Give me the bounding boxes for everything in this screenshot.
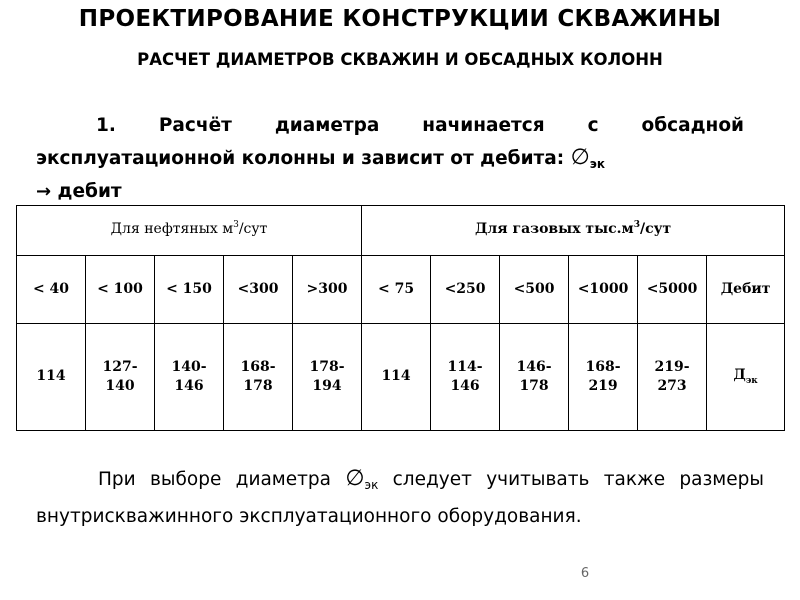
diameter-cell: 168-219 [569, 323, 638, 430]
page-title: ПРОЕКТИРОВАНИЕ КОНСТРУКЦИИ СКВАЖИНЫ [78, 6, 722, 32]
oil-header-cell [17, 206, 362, 256]
diameter-table [16, 205, 785, 431]
oil-header-sup: 3 [233, 220, 239, 231]
range-cell: >300 [293, 256, 362, 323]
note-paragraph [36, 461, 764, 535]
gas-header-text: Для газовых тыс.м [474, 221, 634, 238]
diameter-cell: 146-178 [500, 323, 569, 430]
intro-paragraph [36, 110, 744, 208]
range-cell: < 75 [362, 256, 431, 323]
range-cell: <250 [431, 256, 500, 323]
range-cell: <300 [224, 256, 293, 323]
page-number: 6 [580, 566, 590, 581]
diameter-cell: 127-140 [86, 323, 155, 430]
diameter-cell: 219-273 [638, 323, 707, 430]
diameter-cell: 178-194 [293, 323, 362, 430]
diameter-cell: 168-178 [224, 323, 293, 430]
diameter-cell: 114 [362, 323, 431, 430]
diameter-symbol: ∅ [345, 466, 365, 491]
gas-header-tail: /сут [639, 221, 672, 238]
range-row [17, 256, 785, 323]
range-cell: <500 [500, 256, 569, 323]
intro-text: 1. Расчёт диаметра начинается с обсадной эксплуатационной колонны и зависит от дебита: [36, 115, 744, 169]
oil-header-text: Для нефтяных м [110, 221, 234, 238]
arrow-icon: → [36, 181, 52, 202]
diameter-cell: 114 [17, 323, 86, 430]
range-cell: Дебит [707, 256, 785, 323]
casing-diameter-main: Д [733, 367, 746, 384]
casing-diameter-sub: эк [745, 376, 758, 387]
gas-header-sup: 3 [633, 220, 640, 231]
note-text-before: При выборе диаметра [98, 469, 331, 490]
range-cell: <5000 [638, 256, 707, 323]
diameter-cell: 114-146 [431, 323, 500, 430]
table-header-row [17, 206, 785, 256]
diameter-subscript: эк [364, 478, 379, 492]
range-cell: < 150 [155, 256, 224, 323]
range-cell: < 100 [86, 256, 155, 323]
diameter-subscript: эк [589, 157, 606, 171]
range-cell: < 40 [17, 256, 86, 323]
casing-diameter-cell [707, 323, 785, 430]
diameter-row [17, 323, 785, 430]
range-cell: <1000 [569, 256, 638, 323]
diameter-symbol: ∅ [570, 145, 590, 170]
diameter-cell: 140-146 [155, 323, 224, 430]
page-subtitle: РАСЧЕТ ДИАМЕТРОВ СКВАЖИН И ОБСАДНЫХ КОЛОНН [137, 50, 663, 69]
oil-header-tail: /сут [238, 221, 268, 238]
note-text-after: следует учитывать также размеры внутрискважинного эксплуатационного оборудования. [36, 469, 764, 527]
intro-tail: дебит [57, 181, 122, 202]
gas-header-cell [362, 206, 785, 256]
